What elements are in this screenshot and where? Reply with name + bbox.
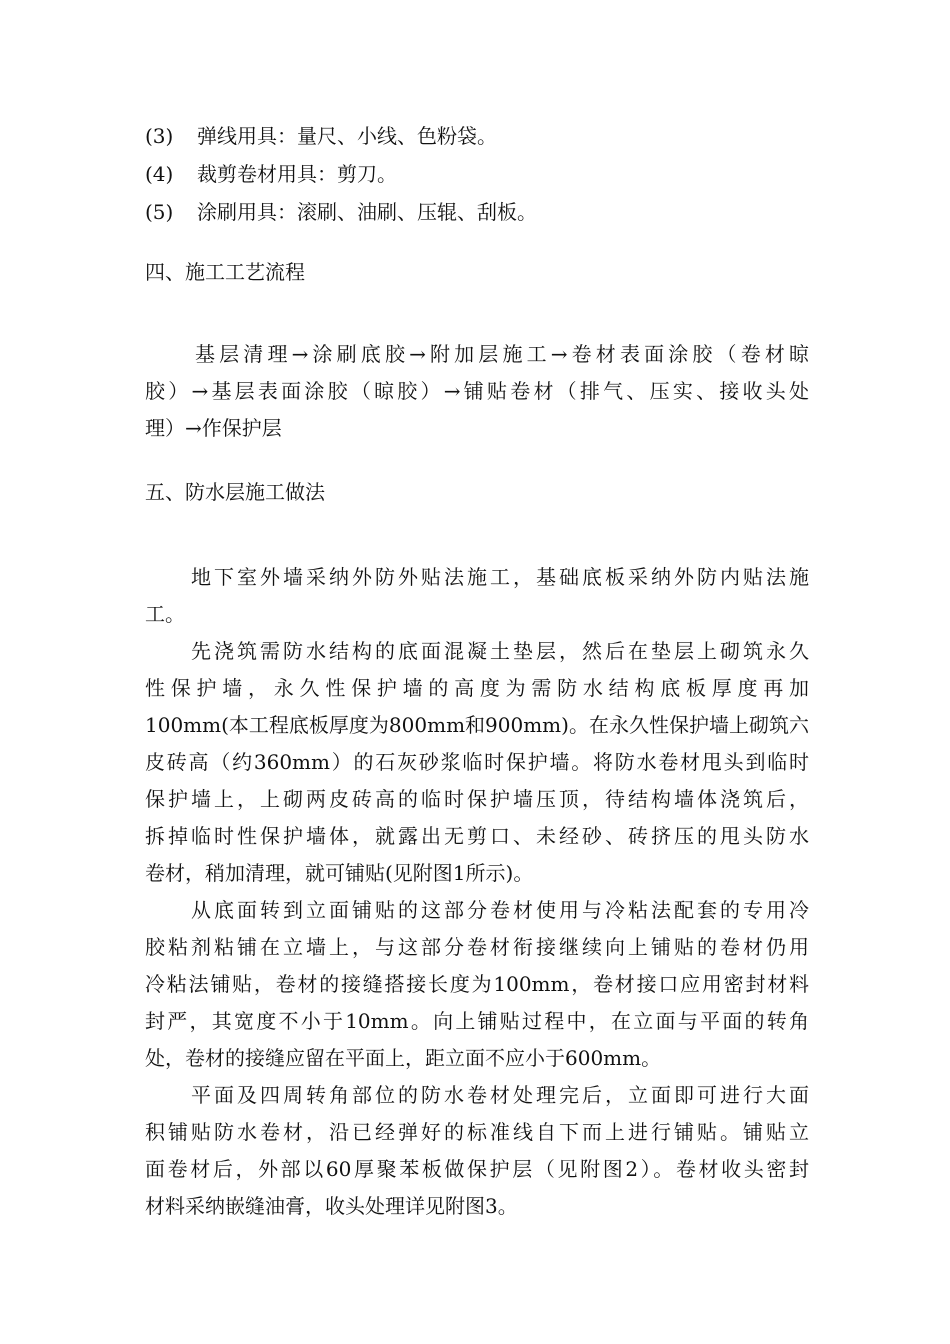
paragraph-line: 面卷材后，外部以60厚聚苯板做保护层（见附图2）。卷材收头密封 xyxy=(145,1157,809,1181)
method-paragraph-3 xyxy=(145,892,809,1077)
process-flow-paragraph xyxy=(145,336,809,447)
paragraph-line: 皮砖高（约360mm）的石灰砂浆临时保护墙。将防水卷材甩头到临时 xyxy=(145,750,809,774)
paragraph-line: 平面及四周转角部位的防水卷材处理完后，立面即可进行大面 xyxy=(191,1083,809,1107)
method-paragraph-4 xyxy=(145,1077,809,1225)
paragraph-line: 保护墙上，上砌两皮砖高的临时保护墙压顶，待结构墙体浇筑后， xyxy=(145,787,809,811)
paragraph-line: 胶）→基层表面涂胶（晾胶）→铺贴卷材（排气、压实、接收头处 xyxy=(145,379,809,403)
list-item-text: 涂刷用具：滚刷、油刷、压辊、刮板。 xyxy=(197,200,537,224)
list-item-text: 弹线用具：量尺、小线、色粉袋。 xyxy=(197,124,497,148)
paragraph-line: 理）→作保护层 xyxy=(145,416,282,440)
list-item xyxy=(145,161,397,187)
paragraph-line: 从底面转到立面铺贴的这部分卷材使用与冷粘法配套的专用冷 xyxy=(191,898,809,922)
method-paragraph-1 xyxy=(145,559,809,633)
paragraph-line: 材料采纳嵌缝油膏，收头处理详见附图3。 xyxy=(145,1194,518,1218)
paragraph-line: 胶粘剂粘铺在立墙上，与这部分卷材衔接继续向上铺贴的卷材仍用 xyxy=(145,935,809,959)
section-heading-process-flow: 四、施工工艺流程 xyxy=(145,260,305,284)
paragraph-line: 积铺贴防水卷材，沿已经弹好的标准线自下而上进行铺贴。铺贴立 xyxy=(145,1120,809,1144)
list-item-number: (3) xyxy=(145,124,174,148)
paragraph-line: 性保护墙，永久性保护墙的高度为需防水结构底板厚度再加 xyxy=(145,676,809,700)
paragraph-line: 封严，其宽度不小于10mm。向上铺贴过程中，在立面与平面的转角 xyxy=(145,1009,809,1033)
list-item xyxy=(145,123,497,149)
paragraph-line: 100mm(本工程底板厚度为800mm和900mm)。在永久性保护墙上砌筑六 xyxy=(145,713,809,737)
paragraph-line: 拆掉临时性保护墙体，就露出无剪口、未经砂、砖挤压的甩头防水 xyxy=(145,824,809,848)
paragraph-line: 卷材，稍加清理，就可铺贴(见附图1所示)。 xyxy=(145,861,534,885)
list-item-number: (4) xyxy=(145,162,174,186)
list-item-number: (5) xyxy=(145,200,174,224)
paragraph-line: 先浇筑需防水结构的底面混凝土垫层，然后在垫层上砌筑永久 xyxy=(191,639,809,663)
list-item-text: 裁剪卷材用具：剪刀。 xyxy=(197,162,397,186)
list-item xyxy=(145,199,537,225)
paragraph-line: 地下室外墙采纳外防外贴法施工，基础底板采纳外防内贴法施 xyxy=(191,565,809,589)
paragraph-line: 工。 xyxy=(145,602,185,626)
paragraph-line: 处，卷材的接缝应留在平面上，距立面不应小于600mm。 xyxy=(145,1046,662,1070)
section-heading-waterproof-method: 五、防水层施工做法 xyxy=(145,480,325,504)
method-paragraph-2 xyxy=(145,633,809,892)
paragraph-line: 冷粘法铺贴，卷材的接缝搭接长度为100mm，卷材接口应用密封材料 xyxy=(145,972,809,996)
paragraph-line: 基层清理→涂刷底胶→附加层施工→卷材表面涂胶（卷材晾 xyxy=(195,342,809,366)
